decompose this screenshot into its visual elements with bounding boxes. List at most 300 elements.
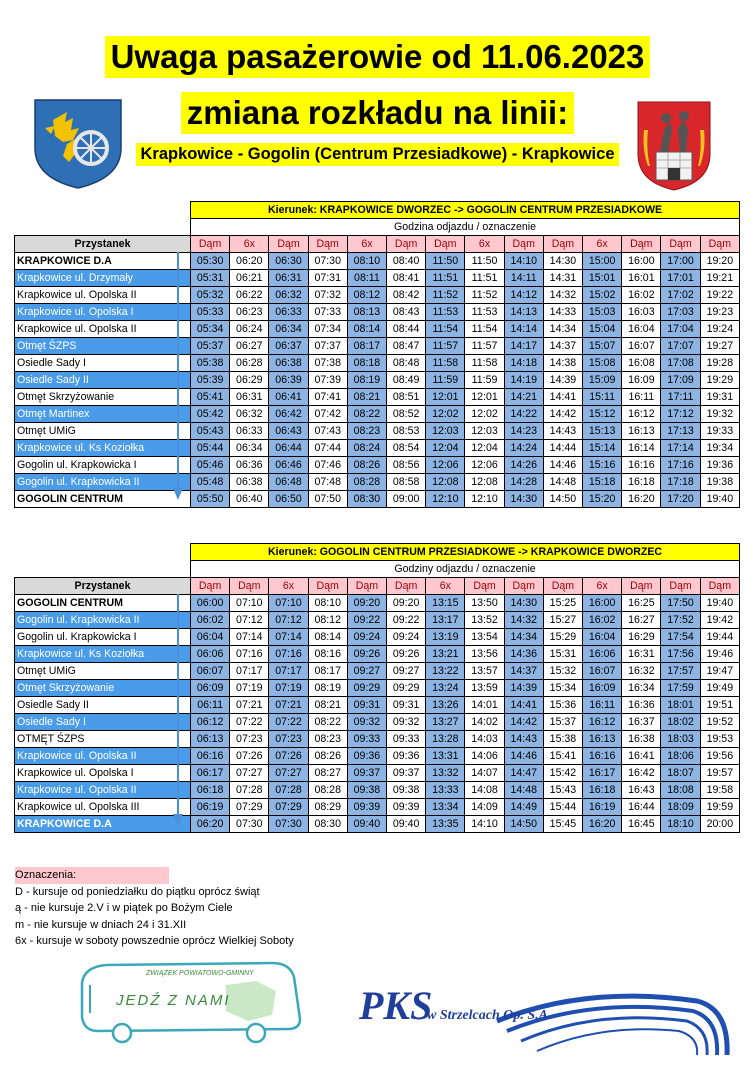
departure-time: 08:12 bbox=[347, 287, 386, 304]
departure-time: 19:38 bbox=[700, 474, 739, 491]
departure-time: 14:31 bbox=[543, 270, 582, 287]
gogolin-crest-icon bbox=[636, 100, 712, 192]
departure-time: 11:54 bbox=[426, 321, 465, 338]
departure-time: 09:29 bbox=[347, 680, 386, 697]
departure-time: 16:00 bbox=[583, 595, 622, 612]
departure-time: 16:18 bbox=[622, 474, 661, 491]
departure-time: 19:53 bbox=[700, 731, 739, 748]
departure-time: 13:15 bbox=[426, 595, 465, 612]
departure-time: 07:48 bbox=[308, 474, 347, 491]
departure-time: 18:10 bbox=[661, 816, 700, 833]
departure-time: 14:24 bbox=[504, 440, 543, 457]
service-mark: Dąm bbox=[387, 236, 426, 253]
bus-arc-text: ZWIĄZEK POWIATOWO-GMINNY bbox=[146, 970, 254, 977]
departure-time: 07:29 bbox=[269, 799, 308, 816]
departure-time: 16:04 bbox=[622, 321, 661, 338]
departure-time: 13:32 bbox=[426, 765, 465, 782]
stop-name: Otmęt Martinex bbox=[15, 406, 191, 423]
notice-title-text: Uwaga pasażerowie od 11.06.2023 bbox=[105, 36, 651, 78]
departure-time: 16:34 bbox=[622, 680, 661, 697]
departure-time: 08:58 bbox=[387, 474, 426, 491]
departure-time: 07:10 bbox=[230, 595, 269, 612]
departure-time: 06:40 bbox=[230, 491, 269, 508]
departure-time: 19:34 bbox=[700, 440, 739, 457]
departure-time: 07:50 bbox=[308, 491, 347, 508]
departure-time: 12:10 bbox=[465, 491, 504, 508]
departure-time: 07:17 bbox=[230, 663, 269, 680]
departure-time: 08:17 bbox=[308, 663, 347, 680]
departure-time: 09:20 bbox=[347, 595, 386, 612]
departure-time: 05:33 bbox=[191, 304, 230, 321]
departure-time: 14:39 bbox=[504, 680, 543, 697]
departure-time: 07:23 bbox=[230, 731, 269, 748]
departure-time: 15:01 bbox=[583, 270, 622, 287]
departure-time: 15:12 bbox=[583, 406, 622, 423]
departure-time: 08:11 bbox=[347, 270, 386, 287]
service-mark: 6x bbox=[426, 578, 465, 595]
table-row bbox=[15, 714, 740, 731]
departure-time: 06:13 bbox=[191, 731, 230, 748]
departure-time: 14:17 bbox=[504, 338, 543, 355]
departure-time: 06:33 bbox=[269, 304, 308, 321]
departure-time: 06:31 bbox=[230, 389, 269, 406]
departure-time: 07:21 bbox=[269, 697, 308, 714]
departure-time: 14:13 bbox=[504, 304, 543, 321]
departure-time: 12:10 bbox=[426, 491, 465, 508]
departure-time: 08:21 bbox=[308, 697, 347, 714]
departure-time: 15:25 bbox=[543, 595, 582, 612]
departure-time: 19:59 bbox=[700, 799, 739, 816]
departure-time: 17:13 bbox=[661, 423, 700, 440]
legend-title: Oznaczenia: bbox=[15, 867, 169, 884]
departure-time: 07:16 bbox=[269, 646, 308, 663]
departure-time: 07:27 bbox=[269, 765, 308, 782]
departure-time: 14:18 bbox=[504, 355, 543, 372]
departure-time: 15:03 bbox=[583, 304, 622, 321]
spacer-cell bbox=[15, 561, 191, 578]
departure-time: 06:17 bbox=[191, 765, 230, 782]
departure-time: 07:43 bbox=[308, 423, 347, 440]
departure-time: 17:09 bbox=[661, 372, 700, 389]
departure-time: 15:07 bbox=[583, 338, 622, 355]
departure-time: 19:32 bbox=[700, 406, 739, 423]
departure-time: 07:19 bbox=[230, 680, 269, 697]
departure-time: 08:51 bbox=[387, 389, 426, 406]
departure-time: 14:48 bbox=[543, 474, 582, 491]
service-mark: Dąm bbox=[504, 578, 543, 595]
departure-time: 19:42 bbox=[700, 612, 739, 629]
departure-time: 19:56 bbox=[700, 748, 739, 765]
departure-time: 18:09 bbox=[661, 799, 700, 816]
departure-time: 18:07 bbox=[661, 765, 700, 782]
direction-arrow-icon bbox=[173, 252, 183, 500]
departure-time: 07:30 bbox=[308, 253, 347, 270]
departure-time: 17:20 bbox=[661, 491, 700, 508]
departure-time: 11:58 bbox=[426, 355, 465, 372]
legend-item: 6x - kursuje w soboty powszednie oprócz Wielkiej Soboty bbox=[15, 935, 294, 947]
departure-time: 07:38 bbox=[308, 355, 347, 372]
departure-time: 09:27 bbox=[347, 663, 386, 680]
departure-time: 16:03 bbox=[622, 304, 661, 321]
departure-time: 08:14 bbox=[347, 321, 386, 338]
table-row bbox=[15, 816, 740, 833]
service-mark: Dąm bbox=[700, 236, 739, 253]
departure-time: 05:39 bbox=[191, 372, 230, 389]
departure-time: 11:51 bbox=[426, 270, 465, 287]
departure-time: 17:08 bbox=[661, 355, 700, 372]
departure-time: 08:30 bbox=[347, 491, 386, 508]
departure-time: 18:03 bbox=[661, 731, 700, 748]
departure-time: 06:46 bbox=[269, 457, 308, 474]
departure-time: 13:28 bbox=[426, 731, 465, 748]
departure-time: 16:44 bbox=[622, 799, 661, 816]
departure-time: 12:03 bbox=[426, 423, 465, 440]
departure-time: 14:08 bbox=[465, 782, 504, 799]
direction-arrow-icon bbox=[173, 594, 183, 826]
departure-time: 06:50 bbox=[269, 491, 308, 508]
departure-time: 09:39 bbox=[387, 799, 426, 816]
departure-time: 13:52 bbox=[465, 612, 504, 629]
departure-time: 07:31 bbox=[308, 270, 347, 287]
departure-time: 19:23 bbox=[700, 304, 739, 321]
departure-time: 14:06 bbox=[465, 748, 504, 765]
departure-time: 08:41 bbox=[387, 270, 426, 287]
departure-time: 11:57 bbox=[465, 338, 504, 355]
departure-time: 19:52 bbox=[700, 714, 739, 731]
departure-time: 06:09 bbox=[191, 680, 230, 697]
departure-time: 17:14 bbox=[661, 440, 700, 457]
service-mark: Dąm bbox=[700, 578, 739, 595]
departure-time: 14:38 bbox=[543, 355, 582, 372]
departure-time: 06:07 bbox=[191, 663, 230, 680]
table-row bbox=[15, 406, 740, 423]
departure-time: 16:41 bbox=[622, 748, 661, 765]
departure-time: 14:11 bbox=[504, 270, 543, 287]
departure-time: 08:23 bbox=[308, 731, 347, 748]
stop-name: GOGOLIN CENTRUM bbox=[15, 491, 191, 508]
departure-time: 15:20 bbox=[583, 491, 622, 508]
departure-time: 06:23 bbox=[230, 304, 269, 321]
departure-time: 11:58 bbox=[465, 355, 504, 372]
departure-time: 14:41 bbox=[543, 389, 582, 406]
departure-time: 07:10 bbox=[269, 595, 308, 612]
departure-time: 11:59 bbox=[465, 372, 504, 389]
departure-time: 07:28 bbox=[269, 782, 308, 799]
departure-time: 06:16 bbox=[191, 748, 230, 765]
table-row bbox=[15, 646, 740, 663]
departure-time: 19:21 bbox=[700, 270, 739, 287]
jedz-z-nami-bus-logo bbox=[76, 955, 308, 1047]
departure-time: 19:40 bbox=[700, 595, 739, 612]
departure-time: 16:11 bbox=[583, 697, 622, 714]
timetable-krapkowice-gogolin bbox=[14, 201, 740, 508]
departure-time: 09:27 bbox=[387, 663, 426, 680]
pks-text: PKS bbox=[359, 983, 433, 1028]
departure-time: 19:40 bbox=[700, 491, 739, 508]
departure-time: 19:47 bbox=[700, 663, 739, 680]
departure-time: 16:36 bbox=[622, 697, 661, 714]
service-mark: Dąm bbox=[543, 578, 582, 595]
legend-item: m - nie kursuje w dniach 24 i 31.XII bbox=[15, 918, 187, 931]
departure-time: 09:37 bbox=[347, 765, 386, 782]
stop-name: Krapkowice ul. Opolska II bbox=[15, 748, 191, 765]
departure-time: 14:30 bbox=[543, 253, 582, 270]
departure-time: 14:48 bbox=[504, 782, 543, 799]
departure-time: 14:12 bbox=[504, 287, 543, 304]
departure-time: 09:26 bbox=[387, 646, 426, 663]
departure-time: 06:36 bbox=[230, 457, 269, 474]
departure-time: 07:12 bbox=[230, 612, 269, 629]
departure-time: 07:14 bbox=[230, 629, 269, 646]
stop-name: Osiedle Sady II bbox=[15, 697, 191, 714]
departure-time: 15:16 bbox=[583, 457, 622, 474]
departure-time: 12:06 bbox=[465, 457, 504, 474]
stop-name: Krapkowice ul. Drzymały bbox=[15, 270, 191, 287]
table-row bbox=[15, 663, 740, 680]
departure-time: 11:51 bbox=[465, 270, 504, 287]
departure-time: 06:32 bbox=[269, 287, 308, 304]
departure-time: 08:52 bbox=[387, 406, 426, 423]
departure-time: 09:31 bbox=[387, 697, 426, 714]
departure-time: 17:03 bbox=[661, 304, 700, 321]
departure-time: 08:21 bbox=[347, 389, 386, 406]
departure-time: 05:38 bbox=[191, 355, 230, 372]
departure-time: 09:24 bbox=[387, 629, 426, 646]
departure-time: 13:27 bbox=[426, 714, 465, 731]
departure-time: 16:19 bbox=[583, 799, 622, 816]
table-row bbox=[15, 440, 740, 457]
departure-time: 07:19 bbox=[269, 680, 308, 697]
departure-time: 16:37 bbox=[622, 714, 661, 731]
departure-time: 08:10 bbox=[308, 595, 347, 612]
departure-time: 08:30 bbox=[308, 816, 347, 833]
departure-time: 06:11 bbox=[191, 697, 230, 714]
departure-time: 09:33 bbox=[347, 731, 386, 748]
departure-time: 16:27 bbox=[622, 612, 661, 629]
service-mark: Dąm bbox=[387, 578, 426, 595]
departure-time: 14:32 bbox=[543, 287, 582, 304]
departure-time: 06:34 bbox=[230, 440, 269, 457]
departure-time: 17:12 bbox=[661, 406, 700, 423]
departure-time: 07:21 bbox=[230, 697, 269, 714]
departure-time: 15:41 bbox=[543, 748, 582, 765]
departure-time: 08:54 bbox=[387, 440, 426, 457]
service-mark: Dąm bbox=[661, 236, 700, 253]
departure-time: 07:42 bbox=[308, 406, 347, 423]
table-row bbox=[15, 765, 740, 782]
departure-time: 19:44 bbox=[700, 629, 739, 646]
departure-time: 15:34 bbox=[543, 680, 582, 697]
departure-time: 07:44 bbox=[308, 440, 347, 457]
service-mark: Dąm bbox=[543, 236, 582, 253]
departure-time: 06:27 bbox=[230, 338, 269, 355]
departure-time: 14:39 bbox=[543, 372, 582, 389]
departure-time: 06:18 bbox=[191, 782, 230, 799]
service-mark: 6x bbox=[347, 236, 386, 253]
departure-time: 05:42 bbox=[191, 406, 230, 423]
departure-time: 16:38 bbox=[622, 731, 661, 748]
departure-time: 08:27 bbox=[308, 765, 347, 782]
departure-time: 06:31 bbox=[269, 270, 308, 287]
departure-time: 16:16 bbox=[622, 457, 661, 474]
departure-time: 14:34 bbox=[543, 321, 582, 338]
departure-time: 19:46 bbox=[700, 646, 739, 663]
departure-time: 07:14 bbox=[269, 629, 308, 646]
stop-name: Osiedle Sady II bbox=[15, 372, 191, 389]
departure-time: 13:24 bbox=[426, 680, 465, 697]
departure-time: 06:33 bbox=[230, 423, 269, 440]
departure-time: 08:43 bbox=[387, 304, 426, 321]
spacer-cell bbox=[15, 202, 191, 219]
departure-time: 14:43 bbox=[504, 731, 543, 748]
departure-time: 19:20 bbox=[700, 253, 739, 270]
departure-time: 09:22 bbox=[387, 612, 426, 629]
departure-time: 08:28 bbox=[347, 474, 386, 491]
departure-time: 18:01 bbox=[661, 697, 700, 714]
departure-time: 15:44 bbox=[543, 799, 582, 816]
departure-time: 08:14 bbox=[308, 629, 347, 646]
departure-time: 14:26 bbox=[504, 457, 543, 474]
departure-time: 07:30 bbox=[230, 816, 269, 833]
departure-time: 08:19 bbox=[347, 372, 386, 389]
departure-time: 16:04 bbox=[583, 629, 622, 646]
departure-time: 05:48 bbox=[191, 474, 230, 491]
stop-name: Krapkowice ul. Ks Koziołka bbox=[15, 440, 191, 457]
departure-time: 16:02 bbox=[583, 612, 622, 629]
departure-time: 15:08 bbox=[583, 355, 622, 372]
departure-time: 19:28 bbox=[700, 355, 739, 372]
departure-time: 07:17 bbox=[269, 663, 308, 680]
legend-item: ą - nie kursuje 2.V i w piątek po Bożym Ciele bbox=[15, 902, 233, 914]
departure-time: 05:41 bbox=[191, 389, 230, 406]
legend-item: D - kursuje od poniedziałku do piątku oprócz świąt bbox=[15, 885, 260, 898]
departure-time: 15:38 bbox=[543, 731, 582, 748]
departure-time: 14:37 bbox=[543, 338, 582, 355]
departure-time: 07:26 bbox=[230, 748, 269, 765]
departure-time: 13:26 bbox=[426, 697, 465, 714]
stop-name: Gogolin ul. Krapkowicka I bbox=[15, 457, 191, 474]
departure-time: 19:49 bbox=[700, 680, 739, 697]
departure-time: 07:41 bbox=[308, 389, 347, 406]
departure-time: 06:20 bbox=[230, 253, 269, 270]
departure-time: 09:32 bbox=[347, 714, 386, 731]
departure-time: 17:54 bbox=[661, 629, 700, 646]
departure-time: 08:26 bbox=[347, 457, 386, 474]
departure-time: 06:44 bbox=[269, 440, 308, 457]
departure-time: 19:22 bbox=[700, 287, 739, 304]
stop-name: Krapkowice ul. Opolska I bbox=[15, 765, 191, 782]
departure-time: 11:59 bbox=[426, 372, 465, 389]
stop-name: GOGOLIN CENTRUM bbox=[15, 595, 191, 612]
departure-time: 16:12 bbox=[622, 406, 661, 423]
departure-time: 07:39 bbox=[308, 372, 347, 389]
departure-time: 14:50 bbox=[543, 491, 582, 508]
stop-name: Osiedle Sady I bbox=[15, 355, 191, 372]
spacer-cell bbox=[15, 219, 191, 236]
departure-time: 06:38 bbox=[230, 474, 269, 491]
departure-time: 15:04 bbox=[583, 321, 622, 338]
stop-name: Otmęt Skrzyżowanie bbox=[15, 680, 191, 697]
departure-time: 13:22 bbox=[426, 663, 465, 680]
stop-name: Krapkowice ul. Opolska II bbox=[15, 321, 191, 338]
stop-name: Otmęt Skrzyżowanie bbox=[15, 389, 191, 406]
departure-time: 05:50 bbox=[191, 491, 230, 508]
departure-time: 14:32 bbox=[504, 612, 543, 629]
departure-time: 08:47 bbox=[387, 338, 426, 355]
departure-time: 17:11 bbox=[661, 389, 700, 406]
departure-time: 14:19 bbox=[504, 372, 543, 389]
service-mark: Dąm bbox=[347, 578, 386, 595]
departure-subheader: Godzina odjazdu / oznaczenie bbox=[191, 219, 740, 236]
departure-time: 17:50 bbox=[661, 595, 700, 612]
departure-time: 14:28 bbox=[504, 474, 543, 491]
departure-time: 14:49 bbox=[504, 799, 543, 816]
departure-time: 08:23 bbox=[347, 423, 386, 440]
departure-time: 14:21 bbox=[504, 389, 543, 406]
departure-time: 18:06 bbox=[661, 748, 700, 765]
departure-time: 15:27 bbox=[543, 612, 582, 629]
departure-time: 06:42 bbox=[269, 406, 308, 423]
departure-time: 09:37 bbox=[387, 765, 426, 782]
departure-time: 08:42 bbox=[387, 287, 426, 304]
table-row bbox=[15, 304, 740, 321]
departure-time: 17:01 bbox=[661, 270, 700, 287]
departure-time: 12:01 bbox=[465, 389, 504, 406]
departure-time: 14:10 bbox=[504, 253, 543, 270]
table-row bbox=[15, 697, 740, 714]
departure-time: 05:44 bbox=[191, 440, 230, 457]
departure-time: 14:36 bbox=[504, 646, 543, 663]
departure-time: 06:43 bbox=[269, 423, 308, 440]
departure-time: 16:09 bbox=[622, 372, 661, 389]
direction-header: Kierunek: GOGOLIN CENTRUM PRZESIADKOWE -> KRAPKOWICE DWORZEC bbox=[191, 544, 740, 561]
departure-time: 09:38 bbox=[347, 782, 386, 799]
departure-time: 06:28 bbox=[230, 355, 269, 372]
departure-time: 16:25 bbox=[622, 595, 661, 612]
departure-time: 06:39 bbox=[269, 372, 308, 389]
departure-time: 15:45 bbox=[543, 816, 582, 833]
departure-time: 16:07 bbox=[583, 663, 622, 680]
stop-name: Krapkowice ul. Ks Koziołka bbox=[15, 646, 191, 663]
departure-time: 08:44 bbox=[387, 321, 426, 338]
departure-time: 06:48 bbox=[269, 474, 308, 491]
departure-time: 13:19 bbox=[426, 629, 465, 646]
departure-time: 07:27 bbox=[230, 765, 269, 782]
departure-time: 15:32 bbox=[543, 663, 582, 680]
departure-time: 08:26 bbox=[308, 748, 347, 765]
service-mark: Dąm bbox=[269, 236, 308, 253]
stop-name: Krapkowice ul. Opolska II bbox=[15, 287, 191, 304]
departure-time: 16:43 bbox=[622, 782, 661, 799]
departure-time: 17:07 bbox=[661, 338, 700, 355]
departure-time: 06:06 bbox=[191, 646, 230, 663]
departure-time: 17:59 bbox=[661, 680, 700, 697]
departure-time: 09:22 bbox=[347, 612, 386, 629]
departure-time: 19:57 bbox=[700, 765, 739, 782]
departure-time: 17:02 bbox=[661, 287, 700, 304]
departure-time: 15:37 bbox=[543, 714, 582, 731]
departure-time: 11:50 bbox=[426, 253, 465, 270]
departure-time: 18:02 bbox=[661, 714, 700, 731]
table-row bbox=[15, 491, 740, 508]
stop-name: KRAPKOWICE D.A bbox=[15, 253, 191, 270]
departure-time: 16:20 bbox=[622, 491, 661, 508]
departure-time: 14:30 bbox=[504, 491, 543, 508]
departure-time: 09:38 bbox=[387, 782, 426, 799]
departure-time: 06:21 bbox=[230, 270, 269, 287]
route-name-text: Krapkowice - Gogolin (Centrum Przesiadkowe) - Krapkowice bbox=[136, 143, 618, 166]
departure-time: 09:40 bbox=[387, 816, 426, 833]
